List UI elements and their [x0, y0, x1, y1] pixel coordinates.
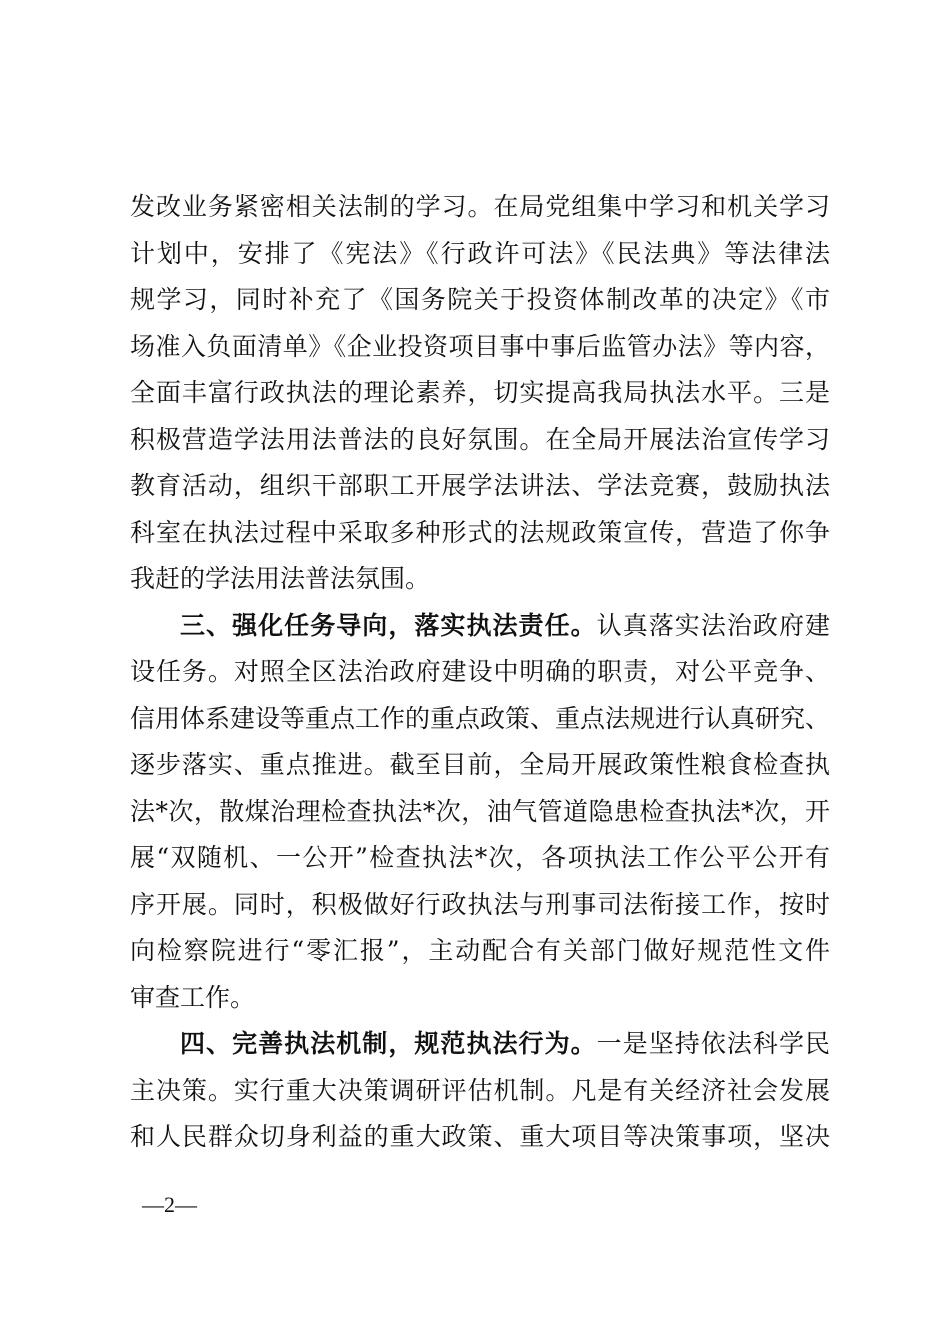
paragraph-line: 我赶的学法用法普法氛围。 — [130, 564, 431, 593]
paragraph-line: 主决策。实行重大决策调研评估机制。凡是有关经济社会发展 — [130, 1075, 830, 1105]
paragraph-line: 全面丰富行政执法的理论素养，切实提高我局执法水平。三是 — [130, 378, 830, 407]
section-4-first-line — [130, 1021, 830, 1068]
paragraph-line: 法*次，散煤治理检查执法*次，油气管道隐患检查执法*次，开 — [130, 796, 830, 826]
section-3-heading: 三、强化任务导向，落实执法责任。 — [180, 610, 597, 640]
page-number: —2— — [142, 1192, 197, 1217]
section-3-first-line-text: 认真落实法治政府建 — [596, 610, 830, 640]
paragraph-line: 逐步落实、重点推进。截至目前，全局开展政策性粮食检查执 — [130, 750, 830, 779]
section-3-first-line — [130, 603, 830, 650]
paragraph-line: 向检察院进行“零汇报”，主动配合有关部门做好规范性文件 — [130, 936, 830, 965]
paragraph-line: 科室在执法过程中采取多种形式的法规政策宣传，营造了你争 — [130, 517, 830, 547]
paragraph-line: 积极营造学法用法普法的良好氛围。在全局开展法治宣传学习 — [130, 424, 830, 454]
paragraph-line: 和人民群众切身利益的重大政策、重大项目等决策事项，坚决 — [130, 1122, 830, 1151]
paragraph-line: 信用体系建设等重点工作的重点政策、重点法规进行认真研究、 — [130, 703, 830, 733]
paragraph-1 — [130, 184, 830, 603]
paragraph-line: 序开展。同时，积极做好行政执法与刑事司法衔接工作，按时 — [130, 889, 830, 919]
section-4-first-line-text: 一是坚持依法科学民 — [596, 1029, 830, 1058]
paragraph-line: 场准入负面清单》《企业投资项目事中事后监管办法》等内容， — [130, 331, 830, 361]
section-4 — [130, 1021, 830, 1161]
document-body — [130, 184, 830, 1161]
paragraph-line: 审查工作。 — [130, 982, 256, 1012]
paragraph-line: 教育活动，组织干部职工开展学法讲法、学法竞赛，鼓励执法 — [130, 471, 830, 500]
paragraph-line: 设任务。对照全区法治政府建设中明确的职责，对公平竞争、 — [130, 657, 830, 686]
section-3 — [130, 603, 830, 1022]
paragraph-line: 规学习，同时补充了《国务院关于投资体制改革的决定》《市 — [130, 285, 830, 314]
section-4-heading: 四、完善执法机制，规范执法行为。 — [180, 1029, 597, 1058]
paragraph-line: 展“双随机、一公开”检查执法*次，各项执法工作公平公开有 — [130, 843, 830, 872]
paragraph-line: 发改业务紧密相关法制的学习。在局党组集中学习和机关学习 — [130, 192, 830, 221]
paragraph-line: 计划中，安排了《宪法》《行政许可法》《民法典》等法律法 — [130, 238, 830, 268]
